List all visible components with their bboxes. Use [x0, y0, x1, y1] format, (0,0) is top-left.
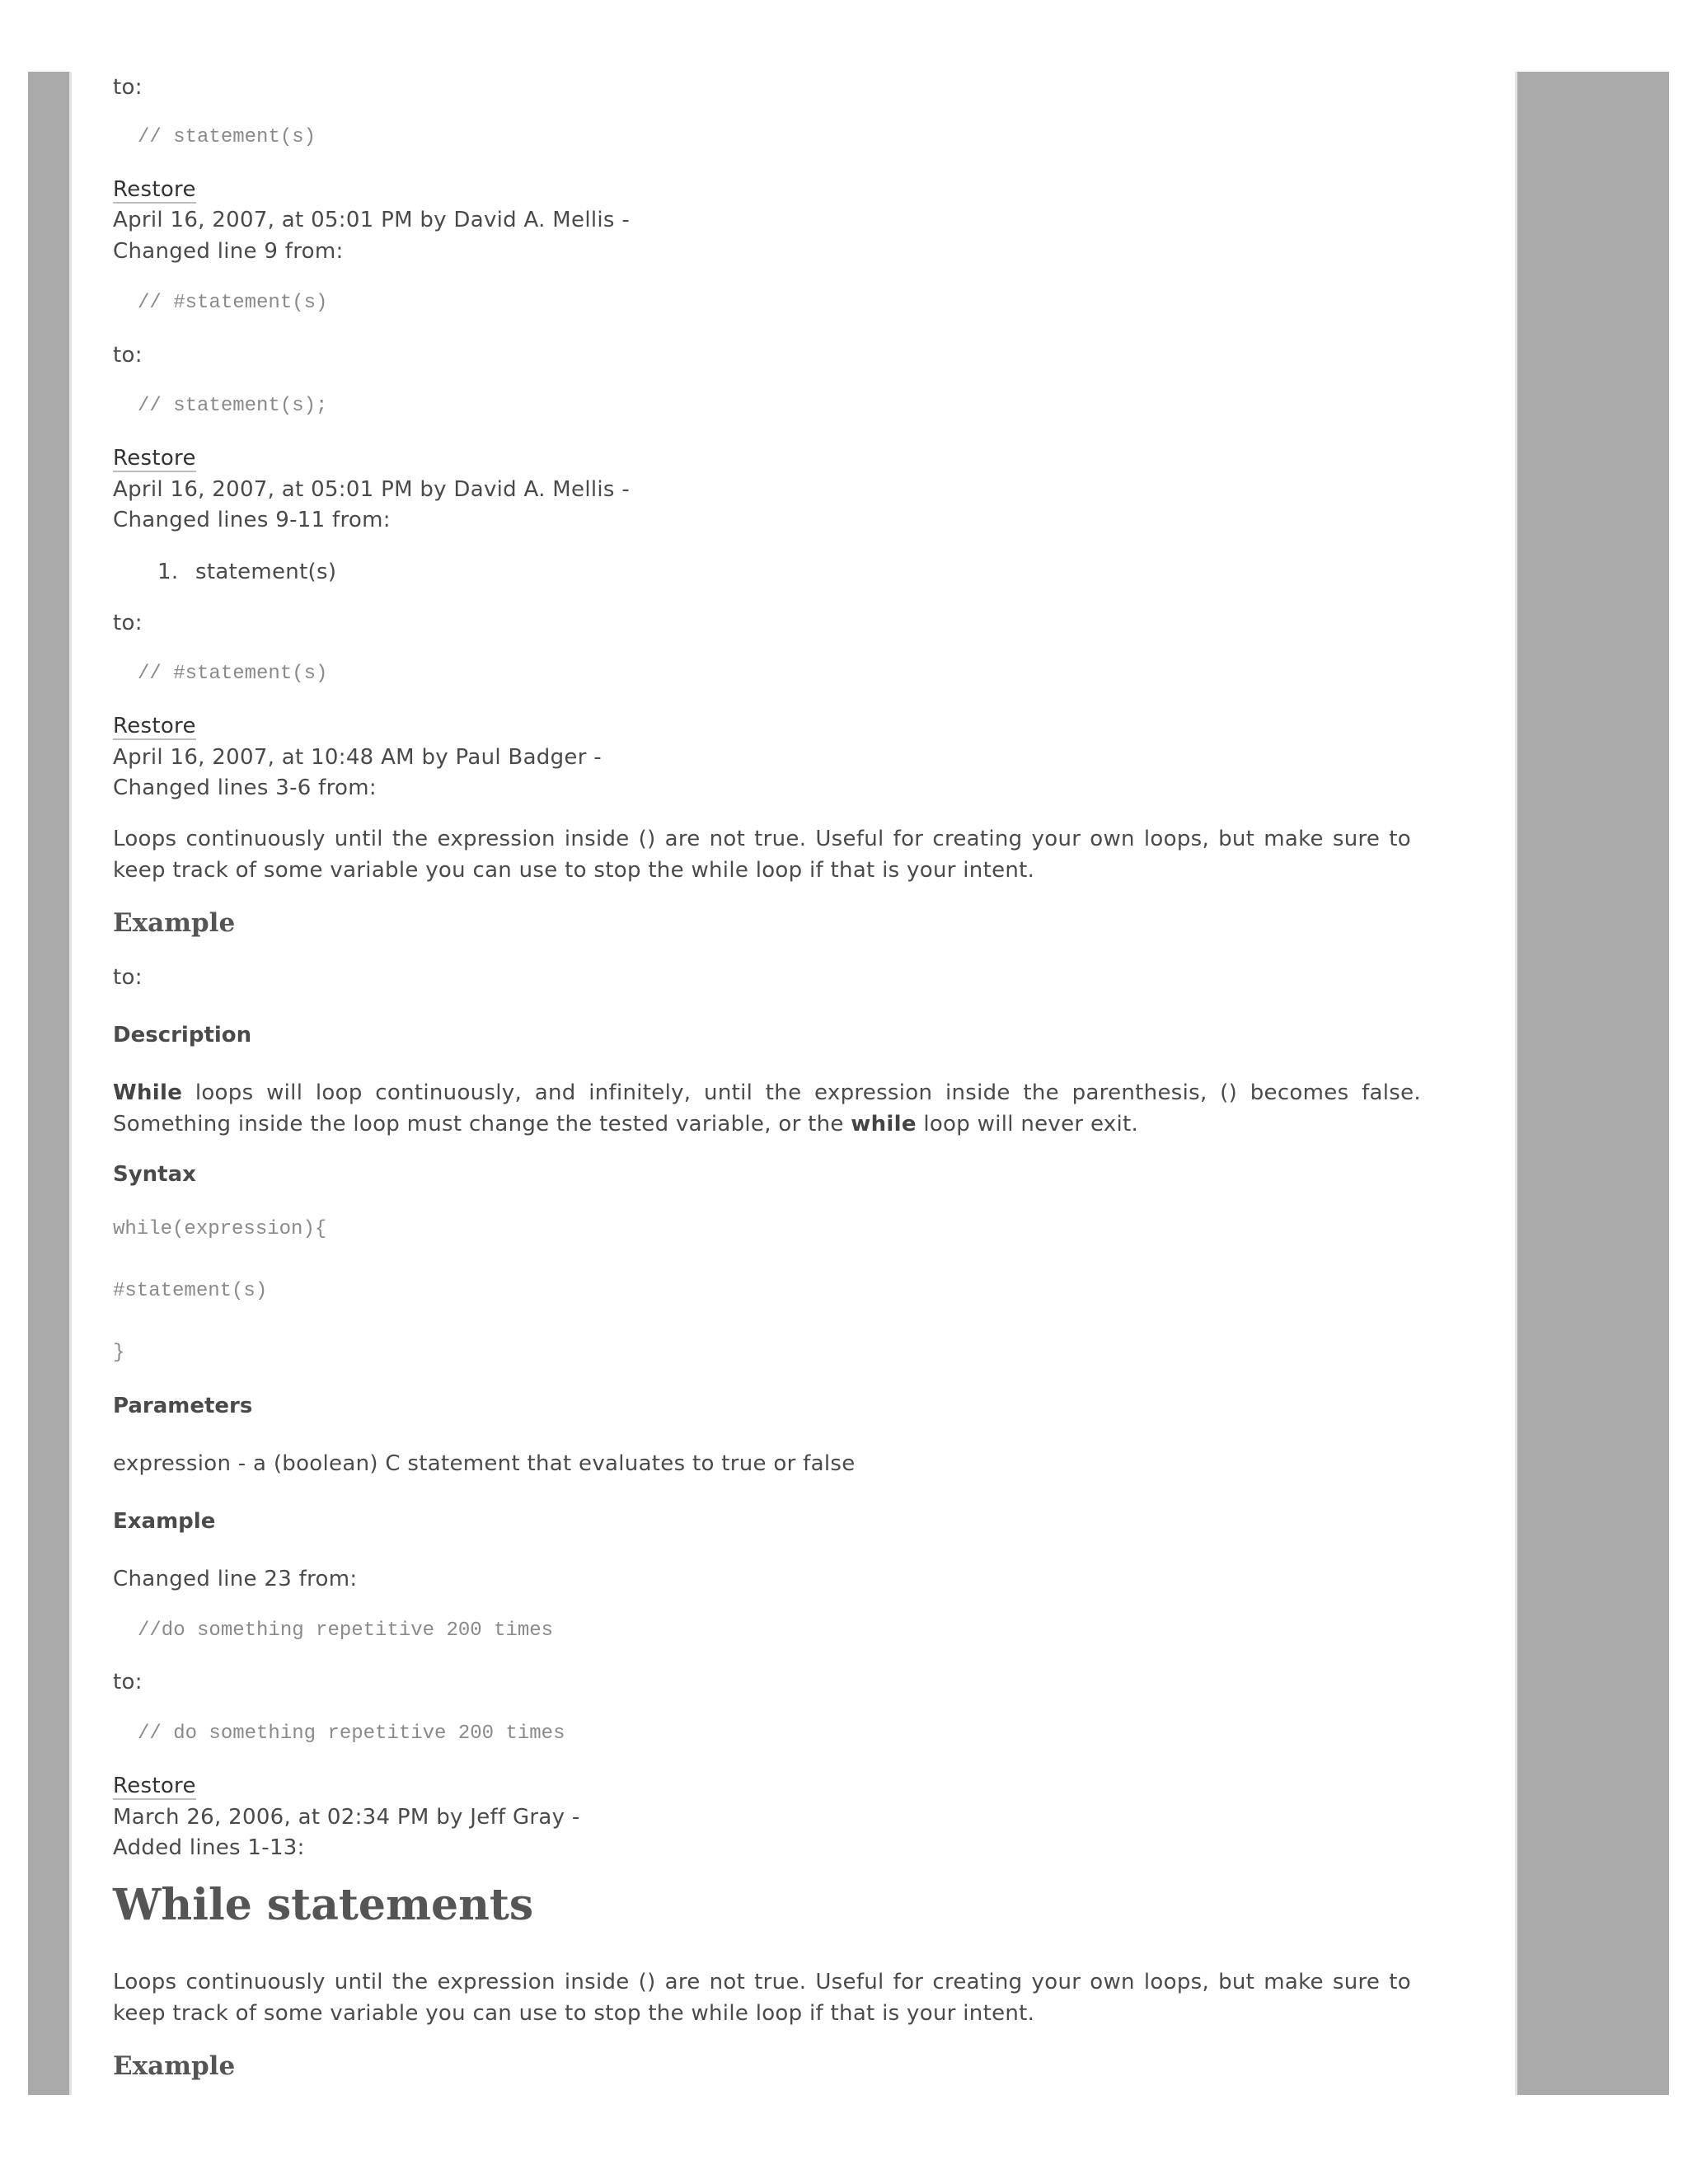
description-paragraph: Loops continuously until the expression inside () are not true. Useful for creating your own loops, but make sure to keep track of some variable you can use to stop the while loop if that is your intent. — [113, 827, 1411, 883]
restore-link[interactable]: Restore — [113, 446, 196, 471]
to-label: to: — [113, 965, 143, 990]
right-margin-edge — [1515, 72, 1517, 2095]
revision-meta: April 16, 2007, at 05:01 PM by David A. Mellis - — [113, 477, 630, 502]
left-margin-bar — [28, 72, 69, 2095]
keyword-while: While — [113, 1080, 183, 1105]
page-title: While statements — [113, 1880, 534, 1930]
parameter-text: expression - a (boolean) C statement that evaluates to true or false — [113, 1451, 856, 1476]
change-summary: Changed lines 3-6 from: — [113, 776, 377, 800]
list-text: statement(s) — [195, 560, 337, 584]
restore-link[interactable]: Restore — [113, 714, 196, 738]
description-heading: Description — [113, 1023, 252, 1047]
example-heading: Example — [113, 908, 236, 938]
change-summary: Changed line 9 from: — [113, 239, 344, 264]
example-heading: Example — [113, 2051, 236, 2081]
right-margin-bar — [1517, 72, 1669, 2095]
to-label: to: — [113, 611, 143, 635]
change-summary: Changed lines 9-11 from: — [113, 508, 391, 532]
code-line: // #statement(s) — [138, 292, 328, 314]
syntax-line: #statement(s) — [113, 1280, 268, 1302]
to-label: to: — [113, 75, 143, 100]
restore-link[interactable]: Restore — [113, 177, 196, 202]
revision-meta: April 16, 2007, at 05:01 PM by David A. Mellis - — [113, 208, 630, 232]
parameters-heading: Parameters — [113, 1394, 253, 1418]
code-line: // #statement(s) — [138, 663, 328, 685]
restore-line — [113, 443, 196, 474]
restore-link[interactable]: Restore — [113, 1774, 196, 1798]
change-summary: Added lines 1-13: — [113, 1835, 305, 1860]
change-summary: Changed line 23 from: — [113, 1567, 358, 1591]
code-line: // statement(s) — [138, 126, 316, 148]
keyword-while: while — [851, 1112, 917, 1137]
code-line: // statement(s); — [138, 395, 328, 417]
revision-meta: March 26, 2006, at 02:34 PM by Jeff Gray - — [113, 1805, 580, 1830]
example-subheading: Example — [113, 1509, 216, 1534]
syntax-line: while(expression){ — [113, 1218, 327, 1240]
to-label: to: — [113, 343, 143, 368]
restore-line — [113, 710, 196, 742]
to-label: to: — [113, 1670, 143, 1694]
description-paragraph: Loops continuously until the expression inside () are not true. Useful for creating your own loops, but make sure to keep track of some variable you can use to stop the while loop if that is your intent. — [113, 1970, 1411, 2026]
restore-line — [113, 174, 196, 205]
code-line: // do something repetitive 200 times — [138, 1722, 565, 1745]
left-margin-edge — [69, 72, 72, 2095]
syntax-line: } — [113, 1342, 125, 1364]
description-text-part: loop will never exit. — [916, 1112, 1139, 1137]
description-text-part: loops will loop continuously, and infinitely, until the expression inside the parenthesis, () becomes false. Something inside the loop must change the tested variable, or the — [113, 1080, 1421, 1137]
list-number: 1. — [157, 560, 179, 584]
restore-line — [113, 1770, 196, 1802]
syntax-heading: Syntax — [113, 1162, 196, 1187]
revision-meta: April 16, 2007, at 10:48 AM by Paul Badger - — [113, 745, 602, 770]
description-text — [113, 1077, 1421, 1140]
code-line: //do something repetitive 200 times — [138, 1619, 554, 1642]
